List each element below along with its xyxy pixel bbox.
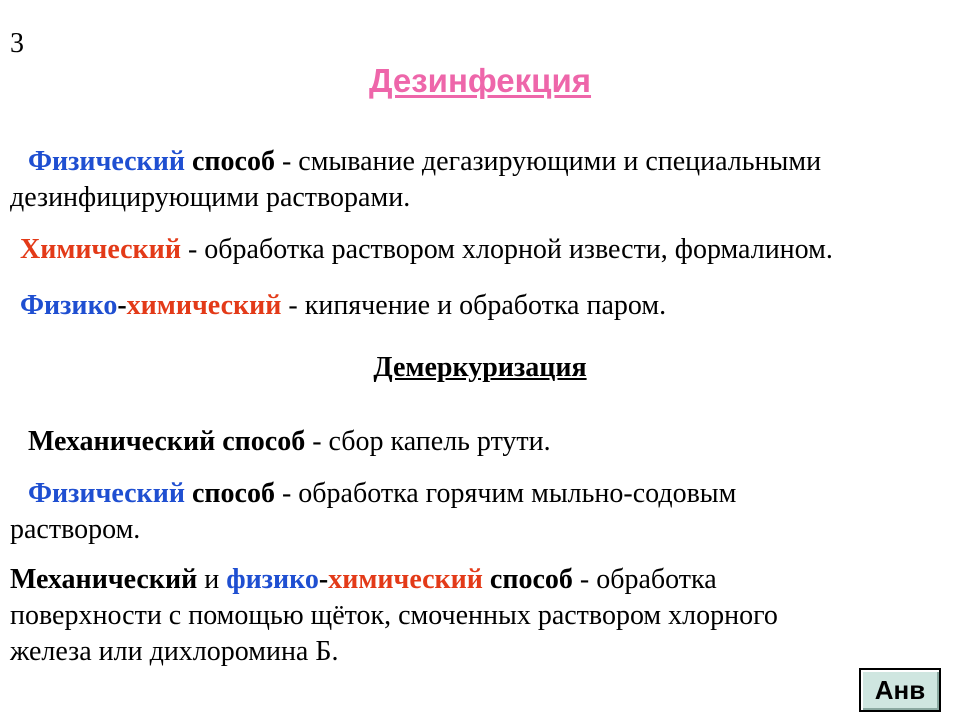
term-chemical-demerc: химический xyxy=(328,564,483,595)
term-method: способ xyxy=(191,146,275,177)
term-method-demerc: способ xyxy=(191,478,275,509)
term-chemical: Химический xyxy=(20,234,181,265)
physical-demerc-description: - обработка горячим мыльно-содовым xyxy=(274,478,737,509)
chemical-description: - обработка раствором хлорной извести, формалином. xyxy=(180,234,833,265)
page-title: Дезинфекция xyxy=(368,62,592,99)
disinfection-physical-line1 xyxy=(28,144,821,180)
term-dash-demerc: - xyxy=(318,564,329,595)
disinfection-physical-line2: дезинфицирующими растворами. xyxy=(10,182,411,213)
disinfection-chemical-line xyxy=(20,232,833,268)
term-chemical-part: химический xyxy=(126,290,282,321)
term-mechanical: Механический xyxy=(10,564,198,595)
term-physical: Физический xyxy=(28,146,185,177)
demerc-physical-line2: раствором. xyxy=(10,514,141,545)
demerc-combined-line2: поверхности с помощью щёток, смоченных раствором хлорного xyxy=(10,600,778,631)
section-subtitle: Демеркуризация xyxy=(373,352,587,383)
nav-button[interactable]: Анв xyxy=(859,668,941,712)
term-physico-demerc: физико xyxy=(226,564,319,595)
physical-description: - смывание дегазирующими и специальными xyxy=(274,146,822,177)
mechanical-description: - сбор капель ртути. xyxy=(305,426,551,457)
demerc-combined-line1 xyxy=(10,562,717,598)
term-physico: Физико xyxy=(20,290,118,321)
term-physical-demerc: Физический xyxy=(28,478,185,509)
term-mechanical-method: Механический способ xyxy=(28,426,306,457)
demerc-combined-line3: железа или дихлоромина Б. xyxy=(10,636,339,667)
physchem-description: - кипячение и обработка паром. xyxy=(281,290,667,321)
term-dash: - xyxy=(117,290,127,321)
term-method-combined: способ xyxy=(489,564,573,595)
demerc-mechanical-line xyxy=(28,424,551,460)
combined-description: - обработка xyxy=(572,564,717,595)
demerc-physical-line1 xyxy=(28,476,736,512)
disinfection-physchem-line xyxy=(20,288,666,324)
slide-number: 3 xyxy=(10,28,24,59)
conjunction-and: и xyxy=(197,564,227,595)
